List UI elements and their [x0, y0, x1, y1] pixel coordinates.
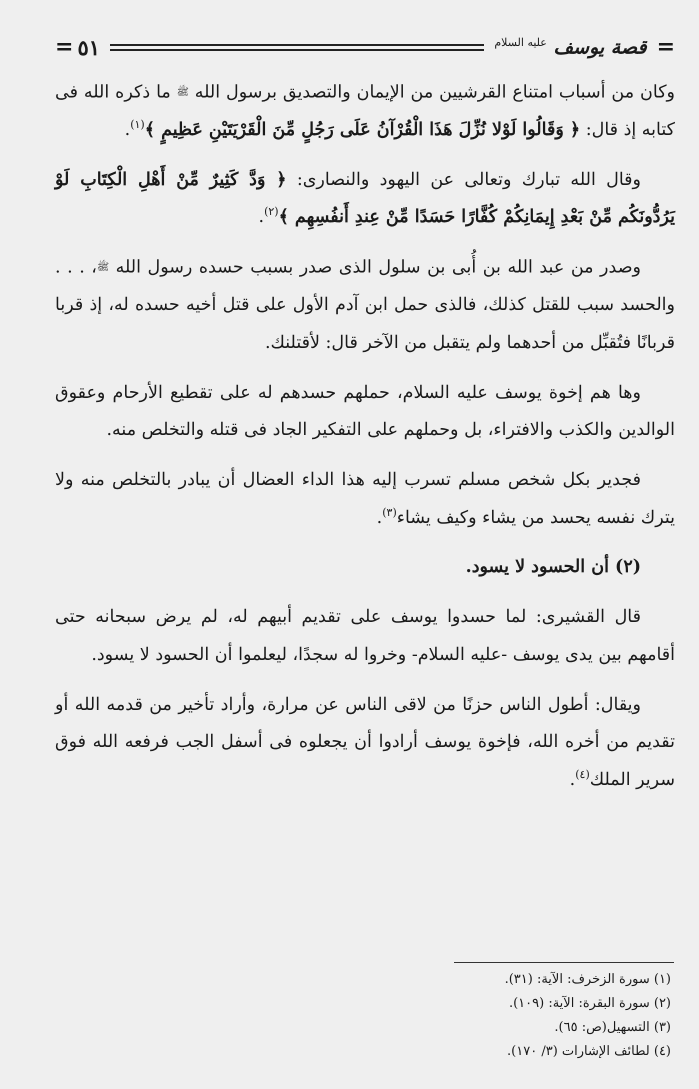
text: ما ذكره الله فى كتابه إذ قال: [55, 82, 675, 141]
quran-verse: ﴿ وَدَّ كَثِيرٌ مِّنْ أَهْلِ الْكِتَابِ لَوْ يَرُدُّونَكُم مِّنْ بَعْدِ إِيمَانِكُمْ كُفَّارًا حَسَدًا مِّنْ عِندِ أَنفُسِهِم ﴾ [55, 169, 675, 228]
footnote-ref: (١) [130, 118, 145, 132]
text: . [376, 507, 383, 528]
section-heading [55, 549, 675, 587]
honorific-glyph: ﷺ [176, 87, 189, 98]
footnote-ref: (٤) [575, 768, 590, 782]
footnote-ref: (٢) [264, 205, 279, 219]
paragraph-7 [55, 687, 675, 800]
page-number: ٥١ [77, 34, 100, 60]
text: وقال الله تبارك وتعالى عن اليهود والنصارى: [286, 169, 641, 190]
running-title-text: قصة يوسف [553, 36, 647, 59]
page-body [55, 74, 675, 812]
footnote-divider [454, 962, 674, 963]
footnote-1: (١) سورة الزخرف: الآية: (٣١). [504, 972, 671, 987]
paragraph-3 [55, 249, 675, 362]
running-title [494, 36, 646, 58]
text: فجدير بكل شخص مسلم تسرب إليه هذا الداء العضال أن يبادر بالتخلص منه ولا يترك نفسه يحسد من يشاء وكيف يشاء [55, 470, 675, 528]
text: وها هم إخوة يوسف عليه السلام، حملهم حسدهم له على تقطيع الأرحام وعقوق الوالدين والكذب والافتراء، بل وحملهم على التفكير الجاد فى قتله والتخلص منه. [55, 382, 675, 441]
text: ويقال: أطول الناس حزنًا من لاقى الناس عن مرارة، وأراد تأخير من قدمه الله أو تقديم من أخره الله، فإخوة يوسف أرادوا أن يجعلوه فى أسفل الجب فرفعه الله فوق سرير الملك [55, 694, 675, 790]
text: وصدر من عبد الله بن أُبى بن سلول الذى صدر بسبب حسده رسول الله [109, 257, 641, 278]
footnote-4: (٤) لطائف الإشارات (٣/ ١٧٠). [507, 1044, 671, 1059]
footnote-3: (٣) التسهيل(ص: ٦٥). [554, 1020, 671, 1035]
footnotes [71, 968, 671, 1064]
paragraph-6 [55, 599, 675, 674]
right-ornament: = [656, 34, 675, 60]
paragraph-2: وقال الله تبارك وتعالى عن اليهود والنصارى: ﴿ وَدَّ كَثِيرٌ مِّنْ أَهْلِ الْكِتَابِ لَوْ يَرُدُّونَكُم مِّنْ بَعْدِ إِيمَانِكُمْ كُفَّارًا حَسَدًا مِّنْ عِندِ أَنفُسِهِم ﴾$^{(٢)}$. [55, 169, 675, 228]
header-rule-left [110, 44, 484, 51]
text: وكان من أسباب امتناع القرشيين من الإيمان والتصديق برسول الله [188, 82, 676, 103]
heading-text: (٢) أن الحسود لا يسود. [465, 557, 641, 578]
left-ornament: = [55, 34, 74, 60]
honorific-glyph: ﷺ [96, 262, 110, 274]
page-header [55, 30, 675, 64]
paragraph-1: وكان من أسباب امتناع القرشيين من الإيمان والتصديق برسول الله ﷺ ما ذكره الله فى كتابه إذ قال: ﴿ وَقَالُوا لَوْلا نُزِّلَ هَذَا الْقُرْآنُ عَلَى رَجُلٍ مِّنَ الْقَرْيَتَيْنِ عَظِيمٍ ﴾$^{(١)}$. [55, 82, 676, 141]
footnote-ref: (٣) [382, 505, 397, 519]
running-title-honorific: عليه السلام [494, 35, 547, 49]
paragraph-4 [55, 375, 675, 450]
paragraph-5 [55, 462, 675, 537]
text: قال القشيرى: لما حسدوا يوسف على تقديم أبيهم له، لم يرض سبحانه حتى أقامهم بين يدى يوسف -عليه السلام- وخروا له سجدًا، ليعلموا أن الحسود لا يسود. [55, 607, 675, 665]
text: . [569, 769, 576, 790]
text: ، . . . والحسد سبب للقتل كذلك، فالذى حمل ابن آدم الأول على قتل أخيه حسده له، إذ قربا قربانًا فتُقبِّل من أحدهما ولم يتقبل من الآخر قال: لأقتلنك. [55, 257, 675, 353]
quran-verse: ﴿ وَقَالُوا لَوْلا نُزِّلَ هَذَا الْقُرْآنُ عَلَى رَجُلٍ مِّنَ الْقَرْيَتَيْنِ عَظِيمٍ ﴾ [144, 120, 581, 141]
footnote-2: (٢) سورة البقرة: الآية: (١٠٩). [508, 996, 671, 1011]
